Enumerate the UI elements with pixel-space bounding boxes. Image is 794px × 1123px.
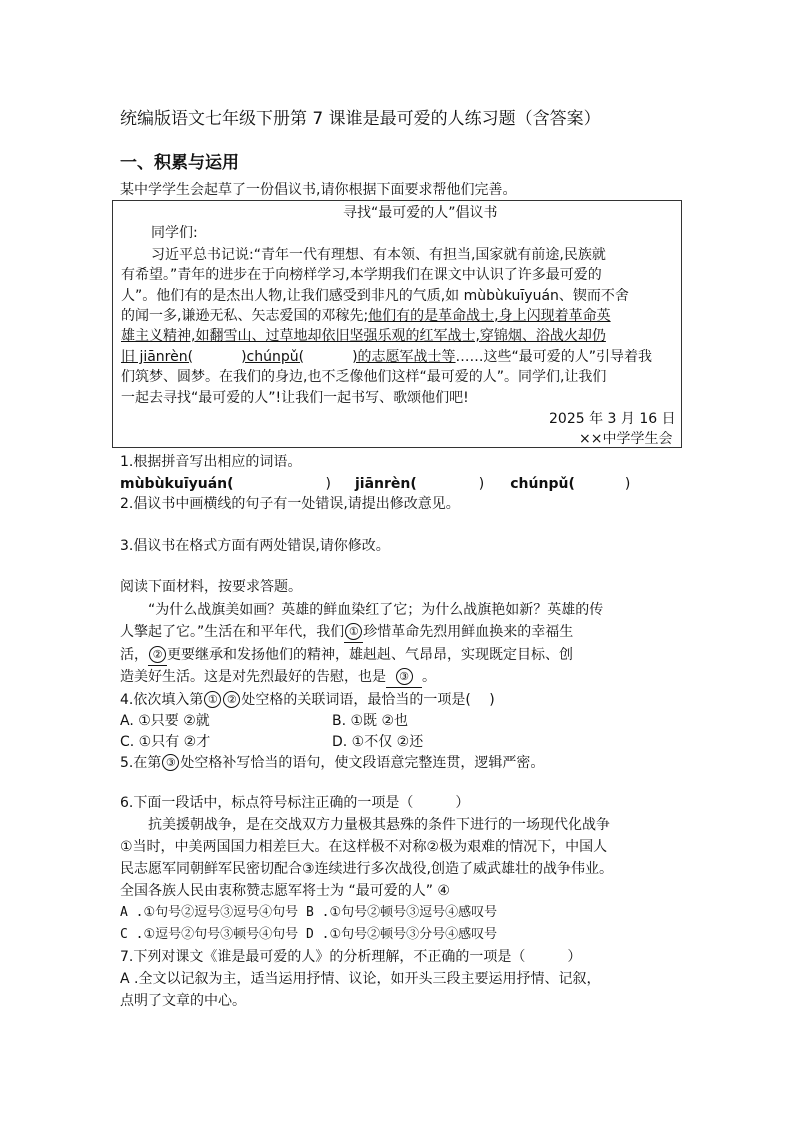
pinyin-chunpu: )chúnpǔ( xyxy=(241,349,305,365)
letter-text: ……这些“最可爱的人”引导着我 xyxy=(455,349,653,365)
blank-1: ① xyxy=(344,622,363,643)
letter-salutation: 同学们: xyxy=(151,225,198,241)
option-c: C. ①只有 ②才 xyxy=(120,734,211,750)
q6-options-ab: A .①句号②逗号③逗号④句号 B .①句号②顿号③逗号④感叹号 xyxy=(120,905,498,920)
letter-text: 的闻一多,谦逊无私、矢志爱国的邓稼先; xyxy=(121,308,369,324)
underlined-sentence xyxy=(121,349,456,365)
letter-line: 习近平总书记说:“青年一代有理想、有本领、有担当,国家就有前途,民族就 xyxy=(151,247,606,263)
letter-heading: 寻找“最可爱的人”倡议书 xyxy=(343,205,498,221)
pinyin-label: chúnpǔ( xyxy=(510,476,575,492)
letter-line: 一起去寻找“最可爱的人”!让我们一起书写、歌颂他们吧! xyxy=(121,390,469,406)
blank-3: ③ xyxy=(386,667,422,688)
question-7: 7.下列对课文《谁是最可爱的人》的分析理解，不正确的一项是（ ） xyxy=(120,949,582,965)
letter-date: 2025 年 3 月 16 日 xyxy=(549,411,676,427)
q6-paragraph: 全国各族人民由衷称赞志愿军将士为 “最可爱的人” ④ xyxy=(120,883,450,899)
question-3: 3.倡议书在格式方面有两处错误,请你修改。 xyxy=(120,538,390,554)
letter-line: 们筑梦、圆梦。在我们的身边,也不乏像他们这样“最可爱的人”。同学们,让我们 xyxy=(121,369,607,385)
intro-text: 某中学学生会起草了一份倡议书,请你根据下面要求帮他们完善。 xyxy=(120,182,517,198)
reading-intro: 阅读下面材料，按要求答题。 xyxy=(120,579,302,595)
pinyin-label: jiānrèn( xyxy=(355,476,417,492)
question-5: 5.在第 ③ 处空格补写恰当的语句，使文段语意完整连贯，逻辑严密。 xyxy=(120,755,545,771)
passage-line: 人擎起了它。”生活在和平年代，我们 ① 珍惜革命先烈用鲜血换来的幸福生 xyxy=(120,622,573,643)
underlined-sentence: 雄主义精神,如翻雪山、过草地却依旧坚强乐观的红军战士,穿锦烟、浴战火却仍 xyxy=(121,328,606,344)
pinyin-label: mùbùkuīyuán( xyxy=(120,476,234,492)
letter-text: )的志愿军战士等 xyxy=(352,349,456,365)
option-b: B. ①既 ②也 xyxy=(332,713,409,729)
q7-option-a-cont: 点明了文章的中心。 xyxy=(120,993,246,1009)
q6-paragraph: 抗美援朝战争，是在交战双方力量极其悬殊的条件下进行的一场现代化战争 xyxy=(148,817,610,833)
proposal-letter-box xyxy=(112,200,682,448)
letter-line: 人”。他们有的是杰出人物,让我们感受到非凡的气质,如 mùbùkuīyuán、锲而不舍 xyxy=(121,288,629,304)
passage-line: 造美好生活。这是对先烈最好的告慰，也是 ③ 。 xyxy=(120,667,436,688)
letter-line xyxy=(121,347,652,367)
page-title: 统编版语文七年级下册第 7 课谁是最可爱的人练习题（含答案） xyxy=(120,109,601,129)
letter-signature: ××中学学生会 xyxy=(579,431,673,447)
question-1-blanks: mùbùkuīyuán( ) jiānrèn( ) chúnpǔ( ) xyxy=(120,476,631,492)
question-2: 2.倡议书中画横线的句子有一处错误,请提出修改意见。 xyxy=(120,496,460,512)
question-6: 6.下面一段话中，标点符号标注正确的一项是（ ） xyxy=(120,795,470,811)
question-1: 1.根据拼音写出相应的词语。 xyxy=(120,454,302,470)
q6-options-cd: C .①逗号②句号③顿号④句号 D .①句号②顿号③分号④感叹号 xyxy=(120,927,498,942)
blank-2: ② xyxy=(148,645,167,666)
passage-line: “为什么战旗美如画？英雄的鲜血染红了它；为什么战旗艳如新？英雄的传 xyxy=(148,602,604,618)
section-heading: 一、积累与运用 xyxy=(120,153,239,173)
q7-option-a: A .全文以记叙为主，适当运用抒情、议论，如开头三段主要运用抒情、记叙， xyxy=(120,971,601,987)
pinyin-jianren: 旧 jiānrèn( xyxy=(121,349,194,365)
option-a: A. ①只要 ②就 xyxy=(120,713,210,729)
passage-line: 活， ② 更要继承和发扬他们的精神，雄赳赳、气昂昂，实现既定目标、创 xyxy=(120,645,573,666)
letter-line: 有希望。”青年的进步在于向榜样学习,本学期我们在课文中认识了许多最可爱的 xyxy=(121,267,602,283)
q6-paragraph: ①当时，中美两国国力相差巨大。在这样极不对称②极为艰难的情况下，中国人 xyxy=(120,839,608,855)
letter-line xyxy=(121,306,611,326)
question-4: 4.依次填入第 ① ② 处空格的关联词语，最恰当的一项是( ) xyxy=(120,692,495,708)
option-d: D. ①不仅 ②还 xyxy=(332,734,424,750)
q6-paragraph: 民志愿军同朝鲜军民密切配合③连续进行多次战役,创造了威武雄壮的战争伟业。 xyxy=(120,861,613,877)
underlined-sentence: 他们有的是革命战士,身上闪现着革命英 xyxy=(368,308,611,324)
